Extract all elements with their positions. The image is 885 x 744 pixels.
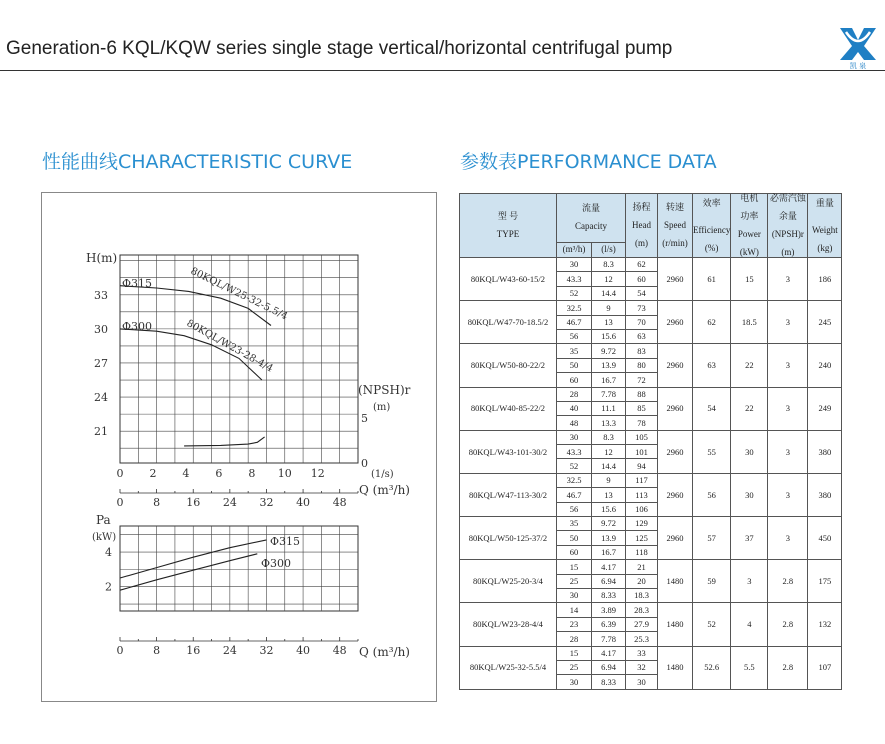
cell-capacity-m3h: 43.3: [557, 272, 592, 286]
table-row: [460, 560, 842, 574]
cell-capacity-m3h: 25: [557, 660, 592, 674]
cell-npsh: 2.8: [768, 603, 808, 646]
cell-type: 80KQL/W50-80-22/2: [460, 344, 557, 387]
cell-weight: 186: [808, 258, 842, 301]
cell-head: 125: [626, 531, 658, 545]
cell-weight: 245: [808, 301, 842, 344]
y-axis-label-head: H(m): [86, 251, 118, 265]
cell-capacity-ls: 7.78: [592, 632, 626, 646]
cell-power: 22: [731, 344, 768, 387]
table-row: [460, 387, 842, 401]
header-speed: 转速 Speed (r/min): [658, 194, 693, 258]
impeller-label-315: Φ315: [122, 277, 153, 290]
curve-label-w23-28: 80KQL/W23-28-4/4: [184, 318, 275, 375]
cell-head: 63: [626, 329, 658, 343]
head-tick-label: 33: [94, 288, 108, 302]
cell-type: 80KQL/W50-125-37/2: [460, 517, 557, 560]
y2-axis-label-npsh-line1: (NPSH)r: [358, 383, 411, 397]
cell-head: 129: [626, 517, 658, 531]
power-axes: [105, 546, 358, 657]
cell-capacity-ls: 9.72: [592, 517, 626, 531]
cell-speed: 1480: [658, 646, 693, 689]
cell-npsh: 3: [768, 430, 808, 473]
cell-power: 30: [731, 430, 768, 473]
header-head: 扬程 Head (m): [626, 194, 658, 258]
ls-tick-label: 4: [182, 467, 190, 480]
cell-weight: 380: [808, 473, 842, 516]
curve-label-w25-32: 80KQL/W25-32-5.5/4: [188, 265, 290, 323]
page-title: Generation-6 KQL/KQW series single stage vertical/horizontal centrifugal pump: [6, 38, 673, 59]
cell-head: 117: [626, 473, 658, 487]
ls-tick-label: 6: [215, 467, 223, 480]
cell-type: 80KQL/W23-28-4/4: [460, 603, 557, 646]
cell-npsh: 3: [768, 258, 808, 301]
cell-capacity-m3h: 32.5: [557, 473, 592, 487]
cell-capacity-m3h: 35: [557, 344, 592, 358]
table-row: [460, 603, 842, 617]
impeller-label-300-power: Φ300: [261, 557, 292, 570]
cell-weight: 107: [808, 646, 842, 689]
cell-capacity-ls: 11.1: [592, 401, 626, 415]
npsh-tick-label: 0: [361, 457, 368, 470]
cell-power: 4: [731, 603, 768, 646]
cell-efficiency: 57: [693, 517, 731, 560]
cell-head: 54: [626, 286, 658, 300]
cell-capacity-m3h: 30: [557, 588, 592, 602]
cell-speed: 2960: [658, 517, 693, 560]
cell-weight: 132: [808, 603, 842, 646]
cell-speed: 2960: [658, 301, 693, 344]
cell-head: 72: [626, 373, 658, 387]
cell-capacity-ls: 13.3: [592, 416, 626, 430]
cell-head: 20: [626, 574, 658, 588]
cell-capacity-m3h: 52: [557, 286, 592, 300]
cell-capacity-m3h: 28: [557, 632, 592, 646]
cell-capacity-ls: 6.94: [592, 660, 626, 674]
cell-head: 105: [626, 430, 658, 444]
cell-capacity-m3h: 28: [557, 387, 592, 401]
cell-capacity-ls: 16.7: [592, 545, 626, 559]
cell-head: 32: [626, 660, 658, 674]
m3h-tick-label-bottom: 40: [296, 644, 311, 657]
head-tick-label: 30: [94, 322, 108, 336]
cell-npsh: 3: [768, 473, 808, 516]
cell-head: 73: [626, 301, 658, 315]
cell-head: 21: [626, 560, 658, 574]
table-row: [460, 344, 842, 358]
cell-npsh: 3: [768, 344, 808, 387]
cell-capacity-ls: 4.17: [592, 560, 626, 574]
power-tick-label: 4: [105, 546, 112, 560]
cell-capacity-m3h: 46.7: [557, 488, 592, 502]
power-plot: [92, 513, 410, 659]
m3h-tick-label: 40: [296, 496, 311, 509]
table-row: [460, 517, 842, 531]
m3h-tick-label: 24: [222, 496, 237, 509]
m3h-tick-label-bottom: 48: [332, 644, 347, 657]
cell-capacity-m3h: 40: [557, 401, 592, 415]
cell-capacity-ls: 7.78: [592, 387, 626, 401]
cell-capacity-m3h: 25: [557, 574, 592, 588]
m3h-tick-label-bottom: 32: [259, 644, 274, 657]
ls-tick-label: 8: [248, 467, 256, 480]
cell-npsh: 2.8: [768, 646, 808, 689]
cell-capacity-m3h: 15: [557, 560, 592, 574]
cell-power: 3: [731, 560, 768, 603]
cell-head: 18.3: [626, 588, 658, 602]
m3h-tick-label: 8: [153, 496, 161, 509]
header-capacity-ls: (l/s): [592, 242, 626, 257]
ls-tick-label: 0: [116, 467, 124, 480]
cell-power: 30: [731, 473, 768, 516]
cell-capacity-m3h: 15: [557, 646, 592, 660]
power-grid: [120, 526, 358, 611]
cell-capacity-ls: 16.7: [592, 373, 626, 387]
cell-speed: 1480: [658, 560, 693, 603]
table-row: [460, 301, 842, 315]
cell-speed: 2960: [658, 344, 693, 387]
cell-head: 106: [626, 502, 658, 516]
ls-tick-label: 12: [310, 467, 325, 480]
cell-speed: 2960: [658, 258, 693, 301]
cell-capacity-ls: 14.4: [592, 459, 626, 473]
power-plot-frame: [120, 526, 358, 611]
header-weight: 重量 Weight (kg): [808, 194, 842, 258]
cell-capacity-ls: 15.6: [592, 329, 626, 343]
cell-power: 37: [731, 517, 768, 560]
cell-head: 88: [626, 387, 658, 401]
cell-power: 22: [731, 387, 768, 430]
cell-npsh: 3: [768, 517, 808, 560]
cell-capacity-m3h: 23: [557, 617, 592, 631]
m3h-tick-label-bottom: 8: [153, 644, 161, 657]
m3h-tick-label: 0: [116, 496, 124, 509]
cell-capacity-ls: 12: [592, 445, 626, 459]
cell-head: 101: [626, 445, 658, 459]
table-row: [460, 473, 842, 487]
cell-capacity-ls: 14.4: [592, 286, 626, 300]
cell-power: 5.5: [731, 646, 768, 689]
ls-tick-label: 2: [149, 467, 157, 480]
cell-capacity-ls: 9: [592, 473, 626, 487]
characteristic-curve-chart: [42, 193, 436, 701]
y2-axis-label-npsh-line2: (m): [373, 402, 391, 413]
cell-head: 28.3: [626, 603, 658, 617]
head-tick-label: 24: [94, 391, 108, 405]
cell-speed: 2960: [658, 430, 693, 473]
header-divider: [0, 70, 885, 71]
x-axis-label-m3h-bottom: Q (m³/h): [359, 645, 410, 659]
cell-type: 80KQL/W25-32-5.5/4: [460, 646, 557, 689]
cell-type: 80KQL/W47-113-30/2: [460, 473, 557, 516]
cell-head: 78: [626, 416, 658, 430]
cell-capacity-m3h: 52: [557, 459, 592, 473]
cell-capacity-m3h: 30: [557, 430, 592, 444]
cell-capacity-ls: 13: [592, 488, 626, 502]
cell-speed: 2960: [658, 473, 693, 516]
cell-head: 25.3: [626, 632, 658, 646]
x-axis-label-ls: (1/s): [371, 469, 394, 480]
cell-weight: 450: [808, 517, 842, 560]
cell-capacity-ls: 15.6: [592, 502, 626, 516]
power-tick-label: 2: [105, 580, 112, 594]
cell-capacity-m3h: 48: [557, 416, 592, 430]
cell-capacity-ls: 6.94: [592, 574, 626, 588]
cell-type: 80KQL/W43-101-30/2: [460, 430, 557, 473]
ls-tick-label: 10: [277, 467, 292, 480]
performance-table-body: [460, 258, 842, 690]
company-logo: [836, 24, 880, 70]
cell-head: 113: [626, 488, 658, 502]
cell-power: 18.5: [731, 301, 768, 344]
cell-head: 118: [626, 545, 658, 559]
table-row: [460, 430, 842, 444]
table-section-title: 参数表PERFORMANCE DATA: [460, 151, 717, 173]
y-axis-label-pa: Pa: [96, 513, 111, 527]
cell-capacity-m3h: 60: [557, 545, 592, 559]
cell-head: 27.9: [626, 617, 658, 631]
cell-capacity-m3h: 56: [557, 502, 592, 516]
cell-head: 80: [626, 358, 658, 372]
cell-head: 62: [626, 258, 658, 272]
npsh-curve: [184, 437, 265, 446]
cell-capacity-m3h: 30: [557, 258, 592, 272]
cell-capacity-ls: 6.39: [592, 617, 626, 631]
cell-capacity-m3h: 14: [557, 603, 592, 617]
performance-table-wrap: [459, 193, 842, 690]
head-tick-label: 27: [94, 356, 108, 370]
cell-weight: 240: [808, 344, 842, 387]
cell-type: 80KQL/W40-85-22/2: [460, 387, 557, 430]
cell-capacity-ls: 13.9: [592, 358, 626, 372]
table-row: [460, 646, 842, 660]
chart-section-title: 性能曲线CHARACTERISTIC CURVE: [42, 151, 353, 173]
cell-capacity-m3h: 35: [557, 517, 592, 531]
cell-capacity-m3h: 43.3: [557, 445, 592, 459]
header-npsh: 必需汽蚀 余量 (NPSH)r (m): [769, 193, 806, 257]
header-capacity-m3h: (m³/h): [557, 242, 592, 257]
cell-capacity-ls: 9: [592, 301, 626, 315]
cell-npsh: 2.8: [768, 560, 808, 603]
cell-efficiency: 61: [693, 258, 731, 301]
cell-capacity-m3h: 56: [557, 329, 592, 343]
characteristic-curve-panel: [41, 192, 437, 702]
cell-head: 70: [626, 315, 658, 329]
cell-efficiency: 54: [693, 387, 731, 430]
x-axis-label-m3h: Q (m³/h): [359, 483, 410, 497]
cell-capacity-ls: 13: [592, 315, 626, 329]
cell-weight: 175: [808, 560, 842, 603]
m3h-tick-label: 32: [259, 496, 274, 509]
header-capacity: 流量 Capacity: [557, 194, 626, 243]
cell-speed: 2960: [658, 387, 693, 430]
cell-head: 60: [626, 272, 658, 286]
m3h-tick-label-bottom: 0: [116, 644, 124, 657]
cell-capacity-m3h: 50: [557, 358, 592, 372]
cell-capacity-ls: 9.72: [592, 344, 626, 358]
cell-capacity-ls: 8.3: [592, 430, 626, 444]
cell-head: 83: [626, 344, 658, 358]
performance-table: [459, 193, 842, 690]
table-row: [460, 258, 842, 272]
cell-efficiency: 56: [693, 473, 731, 516]
cell-capacity-ls: 12: [592, 272, 626, 286]
cell-npsh: 3: [768, 387, 808, 430]
cell-capacity-m3h: 46.7: [557, 315, 592, 329]
cell-weight: 249: [808, 387, 842, 430]
cell-efficiency: 59: [693, 560, 731, 603]
cell-efficiency: 55: [693, 430, 731, 473]
logo-text: 凯 泉: [849, 62, 867, 70]
head-tick-label: 21: [94, 425, 108, 439]
cell-type: 80KQL/W25-20-3/4: [460, 560, 557, 603]
cell-capacity-m3h: 32.5: [557, 301, 592, 315]
cell-capacity-m3h: 50: [557, 531, 592, 545]
cell-power: 15: [731, 258, 768, 301]
header-power: 电机 功率 Power (kW): [731, 194, 768, 258]
y-axis-label-kw: (kW): [92, 532, 117, 543]
header-efficiency: 效率 Efficiency (%): [693, 194, 731, 258]
impeller-label-300: Φ300: [122, 320, 153, 333]
m3h-tick-label-bottom: 24: [222, 644, 237, 657]
cell-efficiency: 52: [693, 603, 731, 646]
m3h-tick-label: 48: [332, 496, 347, 509]
head-npsh-plot: [86, 251, 411, 509]
cell-capacity-ls: 3.89: [592, 603, 626, 617]
cell-capacity-ls: 4.17: [592, 646, 626, 660]
cell-type: 80KQL/W47-70-18.5/2: [460, 301, 557, 344]
cell-capacity-ls: 8.33: [592, 588, 626, 602]
cell-head: 94: [626, 459, 658, 473]
cell-capacity-ls: 8.3: [592, 258, 626, 272]
npsh-tick-label: 5: [361, 412, 368, 425]
cell-capacity-m3h: 60: [557, 373, 592, 387]
cell-efficiency: 52.6: [693, 646, 731, 689]
cell-speed: 1480: [658, 603, 693, 646]
cell-type: 80KQL/W43-60-15/2: [460, 258, 557, 301]
cell-npsh: 3: [768, 301, 808, 344]
cell-capacity-m3h: 30: [557, 675, 592, 689]
cell-efficiency: 63: [693, 344, 731, 387]
cell-head: 33: [626, 646, 658, 660]
cell-efficiency: 62: [693, 301, 731, 344]
cell-capacity-ls: 13.9: [592, 531, 626, 545]
cell-weight: 380: [808, 430, 842, 473]
header-type: 型 号 TYPE: [460, 194, 557, 258]
m3h-tick-label-bottom: 16: [186, 644, 201, 657]
cell-head: 30: [626, 675, 658, 689]
cell-capacity-ls: 8.33: [592, 675, 626, 689]
m3h-tick-label: 16: [186, 496, 201, 509]
impeller-label-315-power: Φ315: [270, 535, 301, 548]
cell-head: 85: [626, 401, 658, 415]
